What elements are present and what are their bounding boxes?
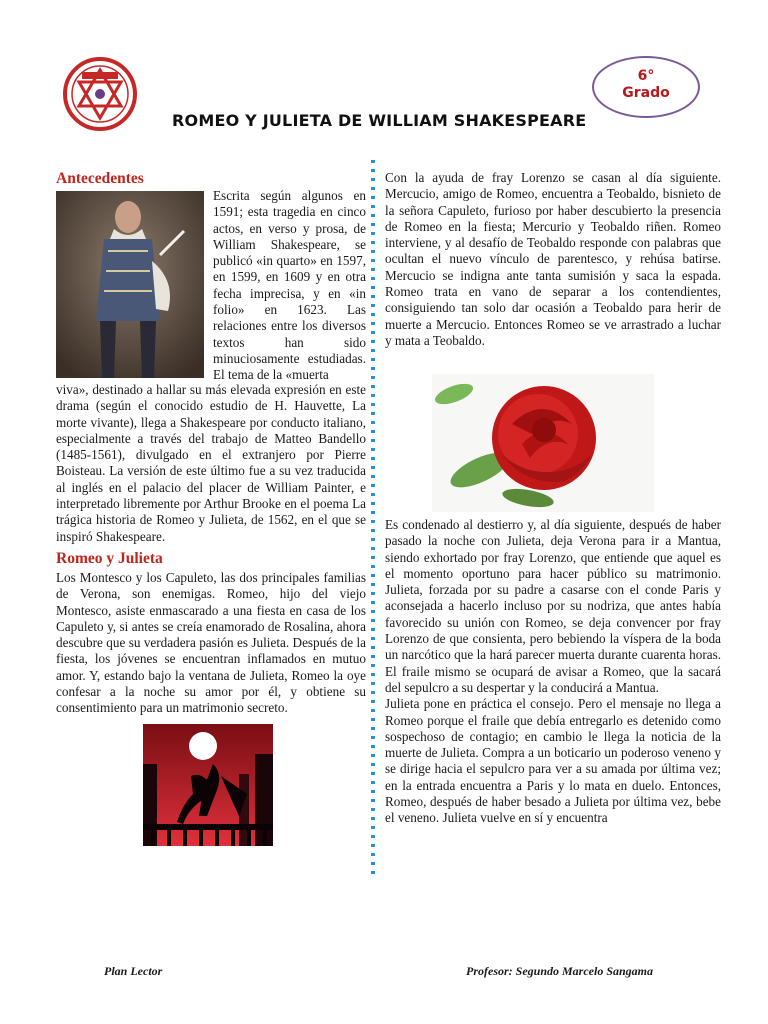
romeo-julieta-paragraph: Los Montesco y los Capuleto, las dos principales familias de Verona, son enemigas. Romeo, hijo del viejo Montesco, asiste enmascarado a una fiesta en casa de los Capuleto y, si antes se creía enamorado de Rosalina, ahora descubre que su verdadera pasión es Julieta. Después de la fiesta, los jóvenes se encuentran inflamados en mutuo amor. Y, estando bajo la ventana de Julieta, Romeo la oye confesar a la noche su amor por él, y obtiene su consentimiento para un matrimonio secreto. xyxy=(56,570,366,716)
antecedentes-paragraph: viva», destinado a hallar su más elevada expresión en este drama (según el conocido estudio de H. Hauvette, La morte vivante), llega a Shakespeare por conducto italiano, especialmente a través del trabajo de Matteo Bandello (1485-1561), divulgado en el extranjero por Pierre Boisteau. La versión de este último fue a su vez traducida al inglés en el palacio del placer de William Painter, e interpretado libremente por Arthur Brooke en el poema La trágica historia de Romeo y Julieta, de 1562, en el que se inspiró Shakespeare. xyxy=(56,382,366,544)
column-divider xyxy=(371,160,375,880)
antecedentes-side-paragraph: Escrita según algunos en 1591; esta tragedia en cinco actos, en verso y prosa, de William Shakespeare, se publicó «in quarto» en 1597, en 1599, en 1609 y en otra fecha imprecisa, y en «in folio» en 1623. Las relaciones entre los diversos textos han sido minuciosamente estudiadas. El tema de la «muerta xyxy=(213,188,366,383)
story-paragraph-2 xyxy=(385,517,721,827)
antecedentes-heading: Antecedentes xyxy=(56,170,144,187)
footer-profesor: Profesor: Segundo Marcelo Sangama xyxy=(466,964,654,978)
shakespeare-portrait xyxy=(56,191,204,378)
school-logo xyxy=(54,56,146,132)
romeo-julieta-heading: Romeo y Julieta xyxy=(56,550,163,567)
grade-label: Grado xyxy=(622,85,670,101)
footer-plan-lector: Plan Lector xyxy=(104,964,163,978)
story-paragraph-1: Con la ayuda de fray Lorenzo se casan al día siguiente. Mercucio, amigo de Romeo, encuentra a Teobaldo, bisnieto de la señora Capuleto, furioso por haber descubierto la presencia de Romeo en la fiesta; Mercurio y Teobaldo riñen. Romeo interviene, y al desafío de Teobaldo responde con palabras que ocultan el nuevo vínculo de parentesco, y rehúsa batirse. Mercucio se indigna ante tanta sumisión y saca la espada. Romeo trata en vano de separar a los contendientes, consiguiendo tan solo dar ocasión a Teobaldo para herir de muerte a Mercucio. Entonces Romeo se ve arrastrado a luchar y mata a Teobaldo. xyxy=(385,170,721,348)
story-paragraph-2-part-a: Es condenado al destierro y, al día siguiente, después de haber pasado la noche con Julieta, deja Verona para ir a Mantua, siendo exhortado por fray Lorenzo, que entiende que aquel es el momento oportuno para hacer público su matrimonio. Julieta, forzada por su padre a casarse con el conde Paris y aconsejada a hacerlo incluso por su nodriza, que antes había favorecido su unión con Romeo, se deja convencer por fray Lorenzo de que consienta, pero bebiendo la víspera de la boda un narcótico que la hará parecer muerta durante cuarenta horas. El fraile mismo se ocupará de avisar a Romeo, que la sacará del sepulcro a su despertar y la conducirá a Mantua. xyxy=(385,517,721,695)
grade-number: 6° xyxy=(637,68,655,84)
page-title: ROMEO Y JULIETA DE WILLIAM SHAKESPEARE xyxy=(172,111,587,130)
couple-silhouette-illustration xyxy=(143,724,273,846)
red-rose-image xyxy=(432,374,654,512)
grade-badge xyxy=(592,56,700,118)
story-paragraph-2-part-b: Julieta pone en práctica el consejo. Pero el mensaje no llega a Romeo porque el fraile que debía entregarlo es detenido como sospechoso de contagio; en cambio le llega la noticia de la muerte de Julieta. Compra a un boticario un poderoso veneno y se dirige hacia el sepulcro para ver a su amada por última vez; en la entrada encuentra a Paris y lo mata en duelo. Entonces, Romeo, después de haber besado a Julieta por última vez, bebe el veneno. Julieta vuelve en sí y encuentra xyxy=(385,696,721,826)
